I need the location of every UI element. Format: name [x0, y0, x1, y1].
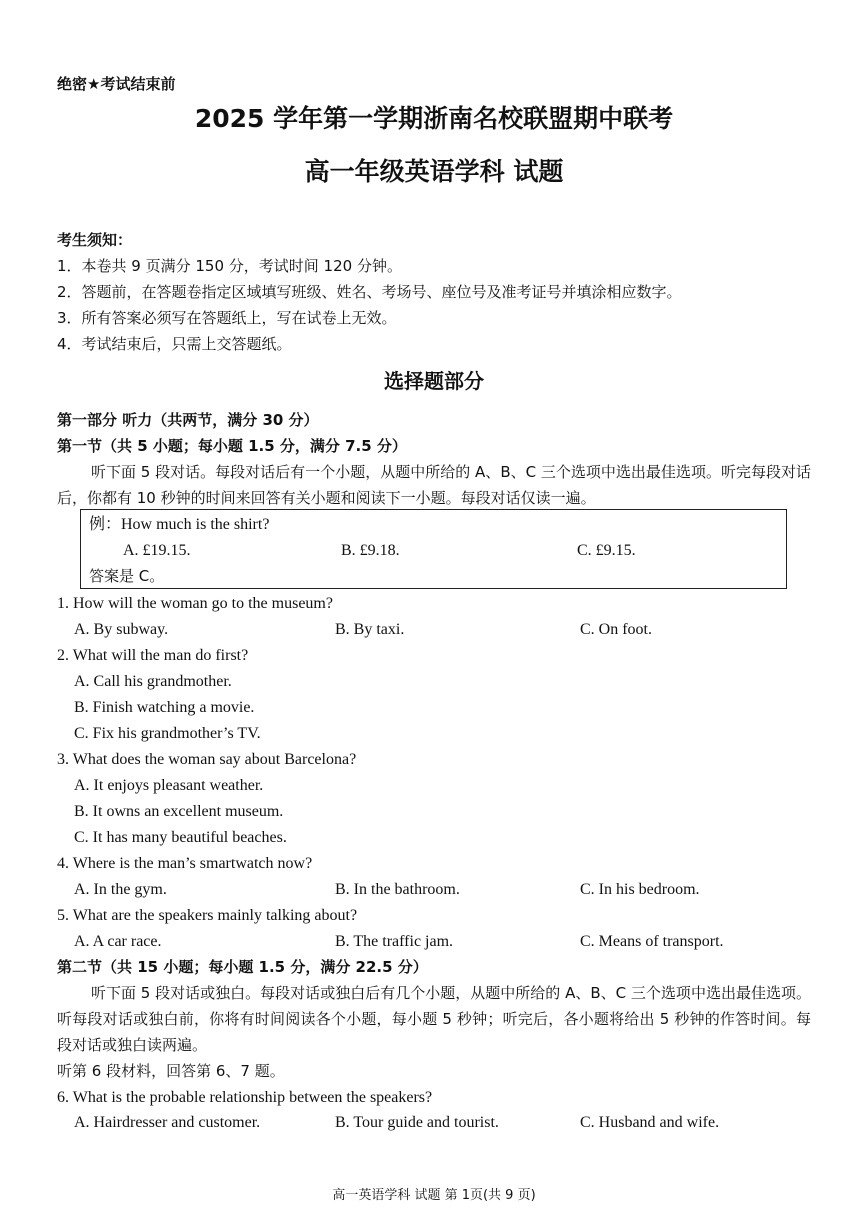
example-answer: 答案是 C。	[89, 567, 165, 585]
notice-item: 1．本卷共 9 页满分 150 分，考试时间 120 分钟。	[57, 257, 402, 275]
notice-heading: 考生须知：	[57, 231, 133, 249]
page-footer: 高一英语学科 试题 第 1页(共 9 页)	[332, 1188, 536, 1203]
question-stem: 2. What will the man do first?	[57, 647, 249, 664]
material-note: 听第 6 段材料，回答第 6、7 题。	[57, 1062, 285, 1080]
question-option: B. Tour guide and tourist.	[335, 1114, 499, 1131]
question-option: B. It owns an excellent museum.	[74, 803, 284, 820]
example-option: A. £19.15.	[123, 542, 191, 559]
notice-item: 2．答题前，在答题卷指定区域填写班级、姓名、考场号、座位号及准考证号并填涂相应数字。	[57, 283, 682, 301]
question-option: A. In the gym.	[74, 881, 167, 898]
section-title: 选择题部分	[384, 369, 484, 393]
question-option: C. On foot.	[580, 621, 652, 638]
section1-heading: 第一节（共 5 小题；每小题 1.5 分，满分 7.5 分）	[57, 437, 407, 455]
example-option: B. £9.18.	[341, 542, 400, 559]
question-option: C. Husband and wife.	[580, 1114, 720, 1131]
question-option: B. By taxi.	[335, 621, 405, 638]
question-option: C. It has many beautiful beaches.	[74, 829, 287, 846]
question-stem: 5. What are the speakers mainly talking about?	[57, 907, 358, 924]
notice-item: 3．所有答案必须写在答题纸上，写在试卷上无效。	[57, 309, 397, 327]
question-stem: 1. How will the woman go to the museum?	[57, 595, 333, 612]
question-option: B. Finish watching a movie.	[74, 699, 255, 716]
question-option: B. In the bathroom.	[335, 881, 460, 898]
question-option: C. In his bedroom.	[580, 881, 700, 898]
section2-heading: 第二节（共 15 小题；每小题 1.5 分，满分 22.5 分）	[57, 958, 428, 976]
section1-instructions: 听下面 5 段对话。每段对话后有一个小题，从题中所给的 A、B、C 三个选项中选出最佳选项。听完每段对话后，你都有 10 秒钟的时间来回答有关小题和阅读下一小题。每段对话仅读一遍。	[57, 463, 811, 507]
question-stem: 6. What is the probable relationship between the speakers?	[57, 1089, 433, 1106]
section2-instructions: 听下面 5 段对话或独白。每段对话或独白后有几个小题，从题中所给的 A、B、C 三个选项中选出最佳选项。听每段对话或独白前，你将有时间阅读各个小题，每小题 5 秒钟；听完后，各小题将给出 5 秒钟的作答时间。每段对话或独白读两遍。	[57, 984, 811, 1054]
exam-title: 2025 学年第一学期浙南名校联盟期中联考	[194, 104, 674, 133]
question-option: A. It enjoys pleasant weather.	[74, 777, 264, 794]
notice-item: 4．考试结束后，只需上交答题纸。	[57, 335, 292, 353]
part1-heading: 第一部分 听力（共两节，满分 30 分）	[57, 411, 319, 429]
question-option: A. Call his grandmother.	[74, 673, 232, 690]
question-stem: 3. What does the woman say about Barcelona?	[57, 751, 357, 768]
question-option: A. By subway.	[74, 621, 169, 638]
question-option: B. The traffic jam.	[335, 933, 454, 950]
question-option: C. Means of transport.	[580, 933, 724, 950]
question-option: C. Fix his grandmother’s TV.	[74, 725, 261, 742]
question-option: A. Hairdresser and customer.	[74, 1114, 261, 1131]
question-option: A. A car race.	[74, 933, 162, 950]
exam-subtitle: 高一年级英语学科 试题	[304, 157, 564, 186]
example-question: 例：How much is the shirt?	[89, 516, 270, 533]
confidential-label: 绝密★考试结束前	[57, 75, 176, 93]
example-option: C. £9.15.	[577, 542, 636, 559]
question-stem: 4. Where is the man’s smartwatch now?	[57, 855, 313, 872]
